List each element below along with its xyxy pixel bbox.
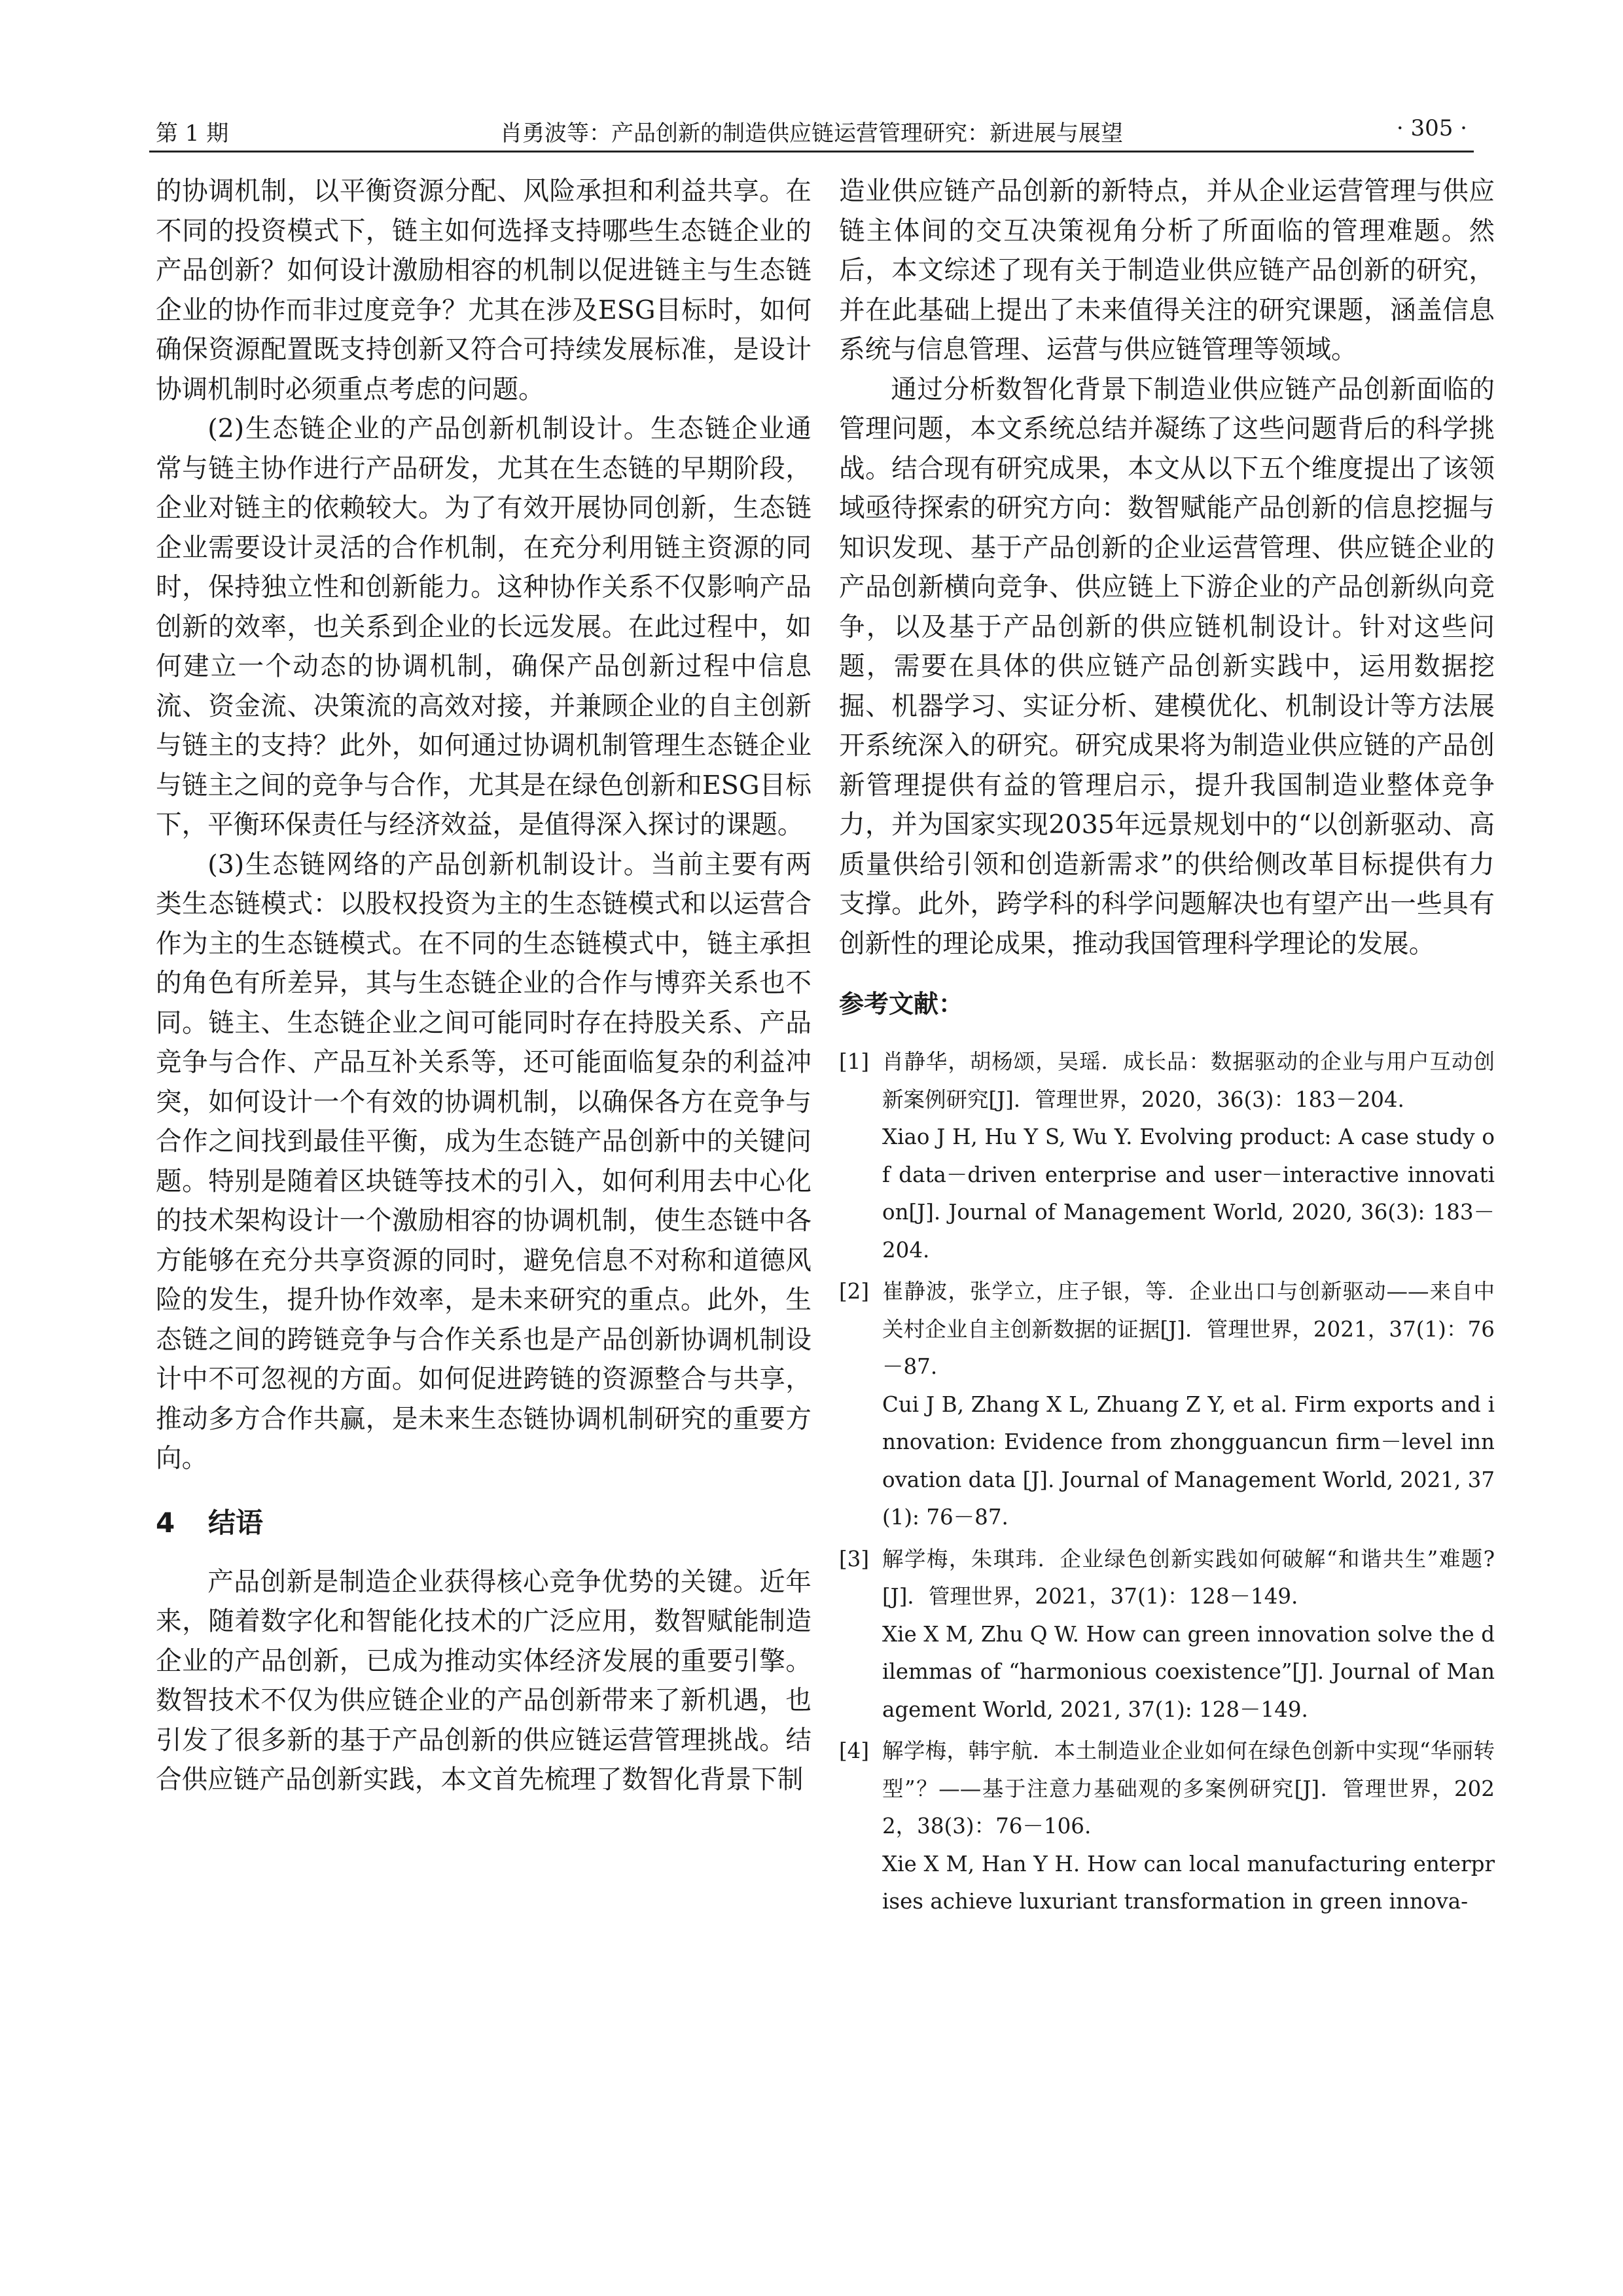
running-header xyxy=(149,110,1474,152)
reference-item xyxy=(839,1273,1495,1537)
reference-english: Xiao J H, Hu Y S, Wu Y. Evolving product: A case study of data－driven enterprise and user－interactive innovation[J]. Journal of Management World, 2020, 36(3): 183－204. xyxy=(882,1124,1495,1263)
reference-number: [2] xyxy=(839,1279,870,1304)
running-title: 肖勇波等：产品创新的制造供应链运营管理研究：新进展与展望 xyxy=(500,120,1123,147)
reference-chinese: 解学梅，韩宇航．本土制造业企业如何在绿色创新中实现“华丽转型”？——基于注意力基础观的多案例研究[J]．管理世界，2022，38(3)：76－106. xyxy=(882,1738,1495,1839)
reference-list xyxy=(839,1043,1495,1921)
paragraph-conclusion-summary: 通过分析数智化背景下制造业供应链产品创新面临的管理问题，本文系统总结并凝练了这些问题背后的科学挑战。结合现有研究成果，本文从以下五个维度提出了该领域亟待探索的研究方向：数智赋能产品创新的信息挖掘与知识发现、基于产品创新的企业运营管理、供应链企业的产品创新横向竞争、供应链上下游企业的产品创新纵向竞争，以及基于产品创新的供应链机制设计。针对这些问题，需要在具体的供应链产品创新实践中，运用数据挖掘、机器学习、实证分析、建模优化、机制设计等方法展开系统深入的研究。研究成果将为制造业供应链的产品创新管理提供有益的管理启示，提升我国制造业整体竞争力，并为国家实现2035年远景规划中的“以创新驱动、高质量供给引领和创造新需求”的供给侧改革目标提供有力支撑。此外，跨学科的科学问题解决也有望产出一些具有创新性的理论成果，推动我国管理科学理论的发展。 xyxy=(839,374,1495,959)
paragraph-conclusion-continued: 造业供应链产品创新的新特点，并从企业运营管理与供应链主体间的交互决策视角分析了所面临的管理难题。然后，本文综述了现有关于制造业供应链产品创新的研究，并在此基础上提出了未来值得关注的研究课题，涵盖信息系统与信息管理、运营与供应链管理等领域。 xyxy=(839,176,1495,365)
reference-number: [3] xyxy=(839,1546,870,1571)
left-column xyxy=(156,171,812,1800)
reference-chinese: 肖静华，胡杨颂，吴瑶．成长品：数据驱动的企业与用户互动创新案例研究[J]．管理世界，2020，36(3)：183－204. xyxy=(882,1049,1495,1112)
section-number: 4 xyxy=(156,1506,175,1539)
reference-english: Xie X M, Han Y H. How can local manufacturing enterprises achieve luxuriant transformation in green innova- xyxy=(882,1851,1495,1914)
reference-chinese: 崔静波，张学立，庄子银，等．企业出口与创新驱动——来自中关村企业自主创新数据的证据[J]．管理世界，2021，37(1)：76－87. xyxy=(882,1279,1495,1379)
reference-chinese: 解学梅，朱琪玮．企业绿色创新实践如何破解“和谐共生”难题?[J]．管理世界，2021，37(1)：128－149. xyxy=(882,1546,1495,1609)
reference-number: [1] xyxy=(839,1049,870,1074)
right-column xyxy=(839,171,1495,1925)
page-number: · 305 · xyxy=(1396,115,1467,141)
paragraph-conclusion: 产品创新是制造企业获得核心竞争优势的关键。近年来，随着数字化和智能化技术的广泛应用，数智赋能制造企业的产品创新，已成为推动实体经济发展的重要引擎。数智技术不仅为供应链企业的产品创新带来了新机遇，也引发了很多新的基于产品创新的供应链运营管理挑战。结合供应链产品创新实践，本文首先梳理了数智化背景下制 xyxy=(156,1566,812,1795)
references-heading: 参考文献： xyxy=(839,990,964,1018)
section-heading-conclusion xyxy=(156,1497,812,1549)
section-title: 结语 xyxy=(208,1506,264,1539)
reference-item xyxy=(839,1043,1495,1269)
paragraph-continued: 的协调机制，以平衡资源分配、风险承担和利益共享。在不同的投资模式下，链主如何选择支持哪些生态链企业的产品创新？如何设计激励相容的机制以促进链主与生态链企业的协作而非过度竞争？尤其在涉及ESG目标时，如何确保资源配置既支持创新又符合可持续发展标准，是设计协调机制时必须重点考虑的问题。 xyxy=(156,176,812,404)
paragraph-ecosystem-firm-mechanism: (2)生态链企业的产品创新机制设计。生态链企业通常与链主协作进行产品研发，尤其在生态链的早期阶段，企业对链主的依赖较大。为了有效开展协同创新，生态链企业需要设计灵活的合作机制，在充分利用链主资源的同时，保持独立性和创新能力。这种协作关系不仅影响产品创新的效率，也关系到企业的长远发展。在此过程中，如何建立一个动态的协调机制，确保产品创新过程中信息流、资金流、决策流的高效对接，并兼顾企业的自主创新与链主的支持？此外，如何通过协调机制管理生态链企业与链主之间的竞争与合作，尤其是在绿色创新和ESG目标下，平衡环保责任与经济效益，是值得深入探讨的课题。 xyxy=(156,414,812,840)
paragraph-ecosystem-network-mechanism: (3)生态链网络的产品创新机制设计。当前主要有两类生态链模式：以股权投资为主的生态链模式和以运营合作为主的生态链模式。在不同的生态链模式中，链主承担的角色有所差异，其与生态链企业的合作与博弈关系也不同。链主、生态链企业之间可能同时存在持股关系、产品竞争与合作、产品互补关系等，还可能面临复杂的利益冲突，如何设计一个有效的协调机制，以确保各方在竞争与合作之间找到最佳平衡，成为生态链产品创新中的关键问题。特别是随着区块链等技术的引入，如何利用去中心化的技术架构设计一个激励相容的协调机制，使生态链中各方能够在充分共享资源的同时，避免信息不对称和道德风险的发生，提升协作效率，是未来研究的重点。此外，生态链之间的跨链竞争与合作关系也是产品创新协调机制设计中不可忽视的方面。如何促进跨链的资源整合与共享，推动多方合作共赢，是未来生态链协调机制研究的重要方向。 xyxy=(156,849,812,1473)
reference-english: Cui J B, Zhang X L, Zhuang Z Y, et al. Firm exports and innovation: Evidence from zhongguancun firm－level innovation data [J]. Journal of Management World, 2021, 37(1): 76－87. xyxy=(882,1391,1495,1530)
reference-number: [4] xyxy=(839,1738,870,1763)
reference-item xyxy=(839,1732,1495,1921)
reference-english: Xie X M, Zhu Q W. How can green innovation solve the dilemmas of “harmonious coexistence”[J]. Journal of Management World, 2021, 37(1): 128－149. xyxy=(882,1621,1495,1722)
issue-number: 第 1 期 xyxy=(156,120,229,147)
reference-item xyxy=(839,1541,1495,1729)
